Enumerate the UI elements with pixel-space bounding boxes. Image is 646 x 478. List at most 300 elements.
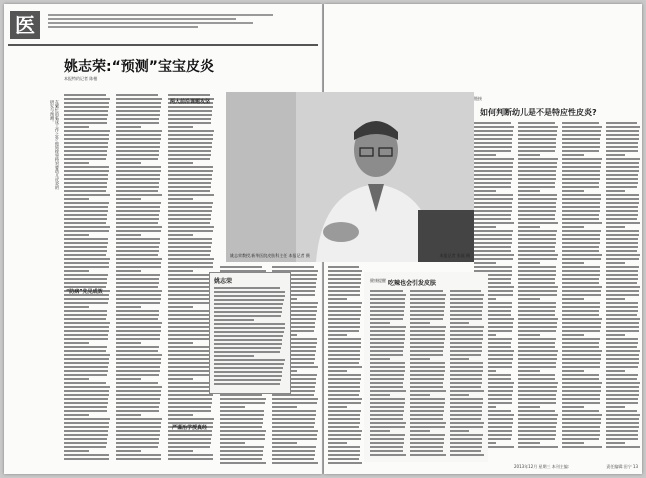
text-line (606, 390, 639, 392)
text-line (518, 182, 555, 184)
text-line (562, 406, 584, 408)
text-line (474, 174, 512, 176)
text-line (518, 386, 557, 388)
text-line (450, 314, 482, 316)
text-line (606, 210, 638, 212)
text-line (562, 218, 599, 220)
text-line (562, 354, 601, 356)
text-line (562, 338, 600, 340)
text-line (410, 378, 444, 380)
text-line (116, 338, 160, 340)
text-line (518, 214, 555, 216)
text-line (562, 330, 600, 332)
text-line (562, 258, 601, 260)
text-line (606, 342, 638, 344)
text-line (606, 442, 625, 444)
text-line (474, 150, 511, 152)
text-line (450, 434, 483, 436)
text-line (116, 434, 160, 436)
text-line (518, 190, 540, 192)
text-line (370, 414, 403, 416)
text-line (64, 250, 107, 252)
text-line (410, 446, 443, 448)
text-line (606, 162, 639, 164)
text-line (116, 250, 159, 252)
text-line (272, 410, 316, 412)
text-line (450, 318, 482, 320)
footer-right: 责任编辑:田宁 13 (606, 464, 638, 469)
text-line (220, 266, 262, 268)
text-line (606, 334, 625, 336)
text-line (168, 342, 193, 344)
section-logo-char: 医 (15, 13, 35, 37)
text-line (220, 446, 264, 448)
text-line (64, 270, 89, 272)
text-line (168, 138, 213, 140)
text-line (272, 266, 314, 268)
text-line (562, 282, 599, 284)
text-line (474, 154, 496, 156)
text-line (116, 126, 141, 128)
text-line (214, 327, 285, 329)
text-line (220, 418, 263, 420)
text-line (450, 322, 469, 324)
text-line (64, 378, 89, 380)
text-line (370, 390, 406, 392)
text-line (562, 286, 602, 288)
text-line (518, 222, 558, 224)
text-line (116, 306, 141, 308)
text-line (168, 450, 193, 452)
text-line (272, 406, 297, 408)
text-line (64, 366, 108, 368)
text-line (410, 386, 443, 388)
text-line (474, 254, 514, 256)
text-line (220, 406, 245, 408)
section-logo (10, 11, 40, 39)
text-line (168, 246, 211, 248)
text-line (168, 222, 210, 224)
text-line (64, 422, 109, 424)
text-line (518, 330, 556, 332)
text-line (168, 142, 212, 144)
text-line (168, 326, 213, 328)
text-line (474, 162, 513, 164)
text-line (64, 398, 108, 400)
text-line (64, 310, 107, 312)
text-line (116, 362, 161, 364)
text-line (64, 218, 107, 220)
text-line (116, 142, 160, 144)
text-line (328, 390, 360, 392)
text-line (328, 334, 347, 336)
text-line (272, 446, 316, 448)
text-line (606, 322, 639, 324)
text-line (410, 334, 445, 336)
text-line (450, 290, 481, 292)
text-line (370, 402, 405, 404)
text-line (562, 446, 602, 448)
text-line (214, 355, 254, 357)
text-line (562, 422, 601, 424)
text-line (116, 326, 161, 328)
text-line (474, 234, 512, 236)
text-line (518, 178, 556, 180)
text-line (518, 122, 555, 124)
text-line (562, 382, 602, 384)
text-line (116, 166, 161, 168)
text-line (606, 214, 638, 216)
text-line (168, 338, 212, 340)
text-line (370, 330, 405, 332)
text-line (64, 98, 110, 100)
text-line (518, 418, 557, 420)
text-line (328, 454, 360, 456)
text-line (370, 322, 390, 324)
text-line (328, 342, 361, 344)
text-line (606, 254, 640, 256)
text-line (370, 310, 404, 312)
text-line (410, 410, 444, 412)
text-line (606, 194, 639, 196)
text-line (518, 274, 556, 276)
text-line (168, 418, 214, 420)
text-line (64, 414, 89, 416)
text-line (116, 438, 159, 440)
text-line (410, 438, 444, 440)
text-line (606, 314, 637, 316)
text-line (116, 378, 141, 380)
text-line (272, 426, 314, 428)
text-line (562, 350, 602, 352)
text-line (214, 331, 284, 333)
text-line (518, 294, 557, 296)
text-line (410, 374, 444, 376)
text-line (214, 371, 282, 373)
text-line (450, 362, 483, 364)
text-line (370, 454, 406, 456)
text-line (64, 102, 109, 104)
text-line (116, 358, 161, 360)
text-line (116, 422, 161, 424)
text-line (474, 122, 511, 124)
text-line (116, 266, 161, 268)
text-line (214, 351, 280, 353)
text-line (328, 418, 360, 420)
text-line (168, 118, 211, 120)
text-line (410, 294, 446, 296)
text-line (168, 218, 211, 220)
text-line (562, 394, 600, 396)
text-line (64, 266, 109, 268)
text-line (64, 434, 108, 436)
text-line (562, 158, 602, 160)
text-line (606, 270, 638, 272)
text-line (328, 378, 361, 380)
text-line (474, 230, 513, 232)
text-line (606, 446, 640, 448)
text-line (450, 342, 482, 344)
text-line (64, 158, 106, 160)
text-line (410, 370, 445, 372)
text-line (370, 386, 403, 388)
text-line (518, 258, 557, 260)
text-line (474, 214, 511, 216)
text-line (606, 326, 639, 328)
text-line (370, 378, 404, 380)
text-line (518, 150, 555, 152)
text-line (606, 354, 639, 356)
text-line (64, 406, 107, 408)
text-line (168, 282, 211, 284)
text-line (328, 346, 361, 348)
text-line (370, 318, 403, 320)
text-line (450, 410, 482, 412)
text-line (168, 210, 212, 212)
text-line (168, 126, 193, 128)
text-line (168, 374, 211, 376)
text-line (328, 434, 361, 436)
text-line (64, 130, 110, 132)
sidebar-tag: 健康提醒 (370, 278, 386, 283)
text-line (116, 382, 158, 384)
text-line (450, 370, 483, 372)
text-line (410, 362, 445, 364)
text-line (64, 134, 109, 136)
text-line (606, 366, 638, 368)
text-line (168, 234, 193, 236)
text-line (168, 194, 214, 196)
text-line (606, 130, 639, 132)
text-line (116, 406, 159, 408)
text-line (116, 270, 141, 272)
text-line (518, 282, 555, 284)
text-line (370, 298, 405, 300)
text-line (328, 306, 361, 308)
text-line (562, 130, 601, 132)
text-line (328, 406, 347, 408)
text-line (116, 274, 160, 276)
text-line (562, 254, 602, 256)
text-line (450, 450, 481, 452)
text-line (370, 350, 403, 352)
text-line (450, 446, 482, 448)
text-line (410, 310, 444, 312)
text-line (562, 294, 601, 296)
text-line (116, 370, 160, 372)
text-line (168, 318, 210, 320)
text-line (518, 166, 557, 168)
text-line (64, 354, 110, 356)
text-line (450, 326, 484, 328)
text-line (370, 338, 405, 340)
text-line (562, 318, 602, 320)
text-line (328, 462, 362, 464)
text-line (474, 226, 496, 228)
text-line (328, 414, 360, 416)
text-line (518, 314, 555, 316)
text-line (64, 302, 108, 304)
text-line (116, 314, 159, 316)
text-line (116, 302, 160, 304)
text-line (168, 358, 213, 360)
text-line (168, 386, 214, 388)
text-line (562, 386, 601, 388)
text-line (518, 206, 556, 208)
text-line (606, 178, 638, 180)
text-line (168, 202, 213, 204)
text-line (116, 182, 159, 184)
text-line (64, 254, 106, 256)
text-line (450, 310, 482, 312)
text-line (562, 310, 599, 312)
text-line (518, 406, 540, 408)
text-line (518, 302, 556, 304)
text-line (606, 426, 639, 428)
text-line (116, 230, 161, 232)
text-line (272, 418, 315, 420)
text-line (116, 102, 161, 104)
text-line (64, 162, 89, 164)
text-line (116, 322, 162, 324)
photo-caption: 姚志荣教授,新华医院皮肤科主任 本报记者 摄 (230, 253, 310, 258)
text-line (328, 330, 359, 332)
article-lead: 在繁忙的临床工作之外,他始终坚持对婴幼儿皮炎的研究与预测。 (50, 100, 60, 190)
text-line (64, 210, 108, 212)
text-line (606, 338, 638, 340)
text-line (370, 314, 404, 316)
text-line (328, 266, 359, 268)
article-column-1 (64, 94, 110, 464)
text-line (518, 402, 556, 404)
text-line (606, 278, 638, 280)
continued-column-1 (328, 266, 362, 466)
text-line (518, 142, 556, 144)
text-line (168, 302, 212, 304)
text-line (518, 306, 556, 308)
subhead-first: “防病”先见成效 (66, 289, 103, 295)
text-line (328, 270, 362, 272)
text-line (64, 430, 108, 432)
text-line (606, 350, 640, 352)
text-line (272, 434, 317, 436)
text-line (562, 202, 600, 204)
text-line (64, 118, 107, 120)
text-line (518, 358, 557, 360)
text-line (328, 294, 360, 296)
text-line (168, 290, 214, 292)
text-line (116, 134, 161, 136)
text-line (328, 338, 361, 340)
text-line (562, 278, 599, 280)
text-line (562, 186, 599, 188)
text-line (214, 287, 280, 289)
text-line (410, 346, 444, 348)
text-line (562, 266, 600, 268)
text-line (116, 458, 161, 460)
text-line (64, 238, 108, 240)
text-line (562, 326, 601, 328)
text-line (168, 166, 213, 168)
text-line (116, 226, 162, 228)
text-line (116, 330, 161, 332)
text-line (116, 410, 159, 412)
text-line (606, 422, 639, 424)
text-line (168, 94, 210, 96)
text-line (562, 374, 599, 376)
text-line (450, 454, 484, 456)
text-line (410, 454, 446, 456)
article-column-2 (116, 94, 162, 464)
text-line (410, 430, 430, 432)
text-line (518, 378, 555, 380)
text-line (606, 410, 637, 412)
text-line (116, 442, 159, 444)
text-line (474, 266, 512, 268)
portrait-illustration (226, 92, 474, 262)
text-line (606, 122, 637, 124)
text-line (168, 390, 213, 392)
article-headline: 姚志荣:“预测”宝宝皮炎 (64, 59, 215, 75)
text-line (168, 362, 213, 364)
text-line (64, 318, 106, 320)
text-line (64, 186, 107, 188)
text-line (116, 198, 141, 200)
text-line (606, 286, 640, 288)
text-line (518, 154, 540, 156)
text-line (410, 350, 443, 352)
text-line (518, 146, 556, 148)
text-line (370, 290, 403, 292)
text-line (606, 154, 625, 156)
text-line (168, 414, 193, 416)
text-line (220, 438, 265, 440)
text-line (562, 390, 601, 392)
text-line (116, 278, 159, 280)
text-line (168, 346, 211, 348)
subhead-third: 严谨治学授真经 (172, 425, 208, 431)
text-line (64, 314, 107, 316)
text-line (64, 110, 108, 112)
text-line (116, 318, 158, 320)
text-line (272, 414, 316, 416)
text-line (168, 454, 213, 456)
text-line (328, 426, 359, 428)
text-line (518, 366, 556, 368)
text-line (168, 190, 210, 192)
section-tag: 链接 (474, 96, 482, 101)
text-line (64, 282, 107, 284)
text-line (518, 278, 555, 280)
text-line (116, 414, 141, 416)
text-line (410, 406, 444, 408)
text-line (562, 306, 600, 308)
text-line (168, 254, 210, 256)
text-line (328, 314, 361, 316)
text-line (410, 306, 445, 308)
text-line (474, 178, 512, 180)
text-line (562, 414, 602, 416)
text-line (562, 174, 600, 176)
text-line (370, 302, 405, 304)
text-line (562, 334, 584, 336)
text-line (168, 162, 193, 164)
text-line (606, 362, 639, 364)
text-line (64, 346, 107, 348)
text-line (518, 362, 556, 364)
text-line (220, 422, 263, 424)
text-line (272, 450, 315, 452)
